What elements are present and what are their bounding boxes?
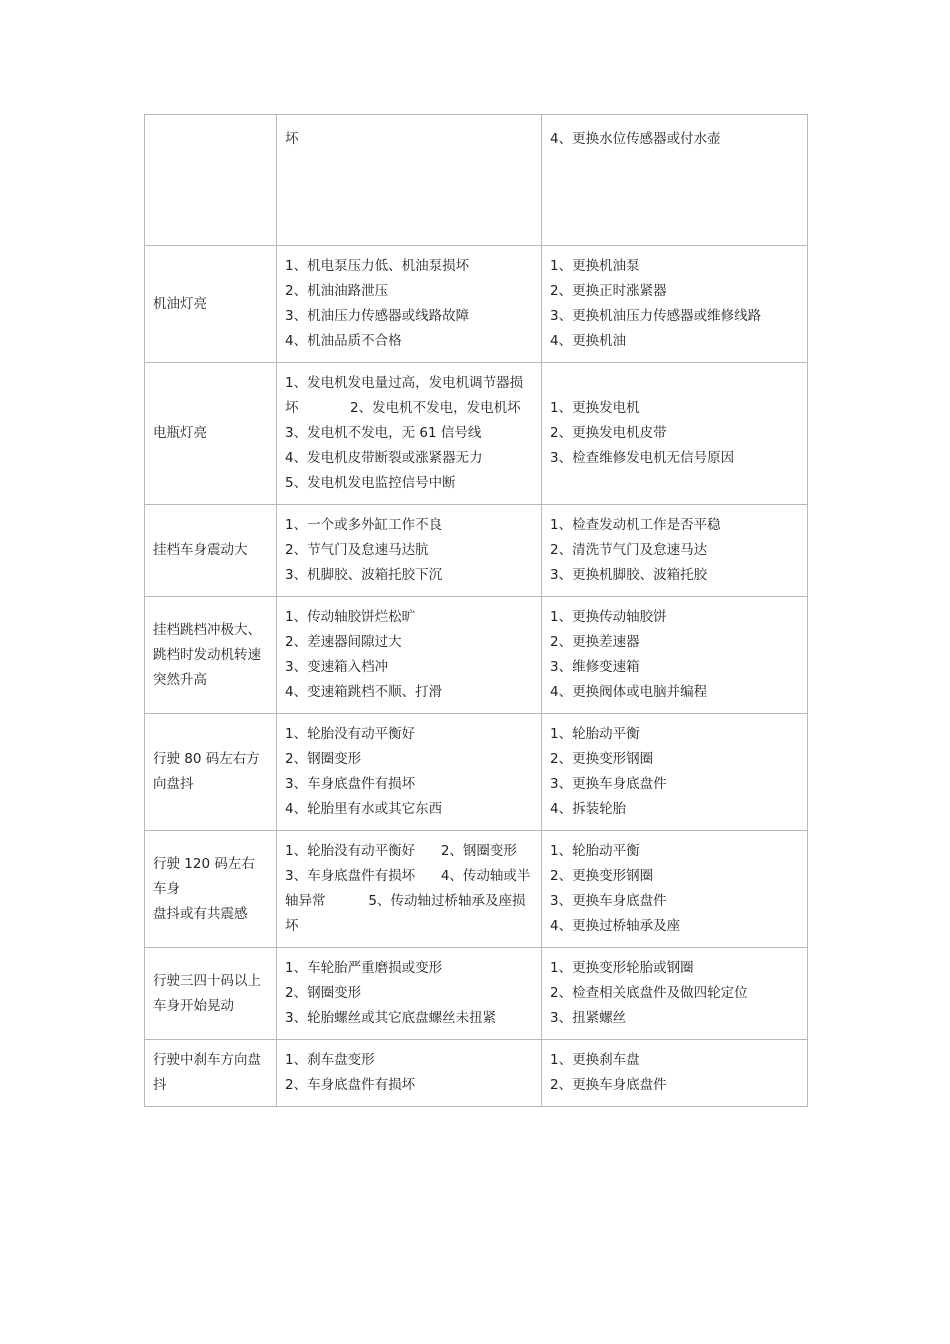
- cause-cell: [277, 115, 542, 246]
- cell-line: 1、机电泵压力低、机油泵损坏: [285, 258, 470, 274]
- cell-line: 2、机油油路泄压: [285, 283, 389, 299]
- symptom-cell: [145, 948, 277, 1040]
- cell-line: 1、一个或多外缸工作不良: [285, 517, 443, 533]
- fix-cell: [542, 246, 808, 363]
- cell-line: 2、更换差速器: [550, 634, 640, 650]
- cell-line: 3、机油压力传感器或线路故障: [285, 308, 470, 324]
- cell-line: 1、车轮胎严重磨损或变形: [285, 960, 443, 976]
- fix-cell: [542, 714, 808, 831]
- cause-cell: [277, 831, 542, 948]
- cell-line: 2、清洗节气门及怠速马达: [550, 542, 708, 558]
- cell-line: 3、更换车身底盘件: [550, 776, 667, 792]
- cell-line: 坏: [285, 131, 299, 147]
- table-row: [145, 831, 808, 948]
- cell-line: 电瓶灯亮: [153, 425, 207, 441]
- cell-line: 3、维修变速箱: [550, 659, 640, 675]
- symptom-cell: [145, 1040, 277, 1107]
- cell-line: 1、更换刹车盘: [550, 1052, 640, 1068]
- cell-line: 3、检查维修发电机无信号原因: [550, 450, 735, 466]
- cell-line: 4、发电机皮带断裂或涨紧器无力: [285, 450, 483, 466]
- cell-line: 4、更换过桥轴承及座: [550, 918, 681, 934]
- symptom-cell: [145, 115, 277, 246]
- cell-line: 4、更换水位传感器或付水壶: [550, 131, 721, 147]
- cell-line: 2、钢圈变形: [285, 751, 362, 767]
- cell-line: 盘抖或有共震感: [153, 905, 248, 922]
- cause-cell: [277, 1040, 542, 1107]
- symptom-cell: [145, 597, 277, 714]
- symptom-cell: [145, 714, 277, 831]
- cell-line: 3、更换机脚胶、波箱托胶: [550, 567, 708, 583]
- cause-cell: [277, 714, 542, 831]
- cell-line: 1、轮胎动平衡: [550, 843, 640, 859]
- cell-line: 行驶 80 码左右方向盘抖: [153, 751, 260, 792]
- cell-line: 2、节气门及怠速马达肮: [285, 542, 429, 558]
- cell-line: 2、更换变形钢圈: [550, 868, 654, 884]
- cell-line: 挂档跳档冲极大、跳档时发动机转速突然升高: [153, 621, 261, 688]
- cause-cell: [277, 505, 542, 597]
- cell-line: 1、更换变形轮胎或钢圈: [550, 960, 694, 976]
- cause-cell: [277, 363, 542, 505]
- cell-line: 2、更换正时涨紧器: [550, 283, 667, 299]
- table-body: [145, 115, 808, 1107]
- symptom-cell: [145, 363, 277, 505]
- table-row: [145, 948, 808, 1040]
- fault-diagnosis-table: [144, 114, 808, 1107]
- cell-line: 3、更换车身底盘件: [550, 893, 667, 909]
- cell-line: 挂档车身震动大: [153, 542, 248, 558]
- cause-cell: [277, 948, 542, 1040]
- cell-line: 2、车身底盘件有损坏: [285, 1077, 416, 1093]
- table-row: [145, 1040, 808, 1107]
- cell-line: 2、钢圈变形: [285, 985, 362, 1001]
- cell-line: 5、发电机发电监控信号中断: [285, 475, 456, 491]
- cell-line: 1、检查发动机工作是否平稳: [550, 517, 721, 533]
- cell-line: 1、更换传动轴胶饼: [550, 609, 667, 625]
- cell-line: 行驶三四十码以上车身开始晃动: [153, 972, 261, 1014]
- symptom-cell: [145, 246, 277, 363]
- cell-line: 2、检查相关底盘件及做四轮定位: [550, 985, 748, 1001]
- cell-line: 3、更换机油压力传感器或维修线路: [550, 308, 762, 324]
- fix-cell: [542, 115, 808, 246]
- cell-line: 3、机脚胶、波箱托胶下沉: [285, 567, 443, 583]
- cell-line: 2、更换车身底盘件: [550, 1077, 667, 1093]
- cause-cell: [277, 597, 542, 714]
- cell-line: 4、拆装轮胎: [550, 801, 627, 817]
- cell-line: 4、轮胎里有水或其它东西: [285, 801, 443, 817]
- cell-line: 2、差速器间隙过大: [285, 634, 402, 650]
- cell-line: 1、更换机油泵: [550, 258, 640, 274]
- cell-line: 2、更换发电机皮带: [550, 425, 667, 441]
- cell-line: 2、更换变形钢圈: [550, 751, 654, 767]
- cell-line: 3、轮胎螺丝或其它底盘螺丝未扭紧: [285, 1010, 497, 1026]
- cell-line: 4、更换阀体或电脑并编程: [550, 684, 708, 700]
- fix-cell: [542, 1040, 808, 1107]
- cell-line: 4、更换机油: [550, 333, 627, 349]
- table-row: [145, 363, 808, 505]
- cause-cell: [277, 246, 542, 363]
- fix-cell: [542, 948, 808, 1040]
- table-row: [145, 597, 808, 714]
- cell-line: 1、轮胎没有动平衡好 2、钢圈变形: [285, 843, 517, 859]
- cell-line: 4、变速箱跳档不顺、打滑: [285, 684, 443, 700]
- cell-line: 机油灯亮: [153, 295, 207, 312]
- cell-line: 1、传动轴胶饼烂松旷: [285, 609, 416, 625]
- cell-line: 1、轮胎没有动平衡好: [285, 726, 416, 742]
- cell-line: 1、刹车盘变形: [285, 1052, 375, 1068]
- symptom-cell: [145, 831, 277, 948]
- cell-line: 3、车身底盘件有损坏 4、传动轴或半轴异常 5、传动轴过桥轴承及座损坏: [285, 868, 531, 934]
- fix-cell: [542, 597, 808, 714]
- cell-line: 行驶中刹车方向盘抖: [153, 1052, 261, 1093]
- cell-line: 3、变速箱入档冲: [285, 659, 389, 675]
- cell-line: 3、发电机不发电，无 61 信号线: [285, 425, 482, 441]
- fix-cell: [542, 363, 808, 505]
- cell-line: 4、机油品质不合格: [285, 333, 402, 349]
- fix-cell: [542, 831, 808, 948]
- cell-line: 3、车身底盘件有损坏: [285, 776, 416, 792]
- cell-line: 3、扭紧螺丝: [550, 1010, 627, 1026]
- symptom-cell: [145, 505, 277, 597]
- cell-line: 1、轮胎动平衡: [550, 726, 640, 742]
- cell-line: 1、发电机发电量过高，发电机调节器损坏 2、发电机不发电，发电机坏: [285, 375, 524, 416]
- cell-line: 行驶 120 码左右车身: [153, 855, 255, 897]
- table-row: [145, 505, 808, 597]
- fix-cell: [542, 505, 808, 597]
- table-row: [145, 115, 808, 246]
- cell-line: 1、更换发电机: [550, 400, 640, 416]
- table-row: [145, 246, 808, 363]
- table-row: [145, 714, 808, 831]
